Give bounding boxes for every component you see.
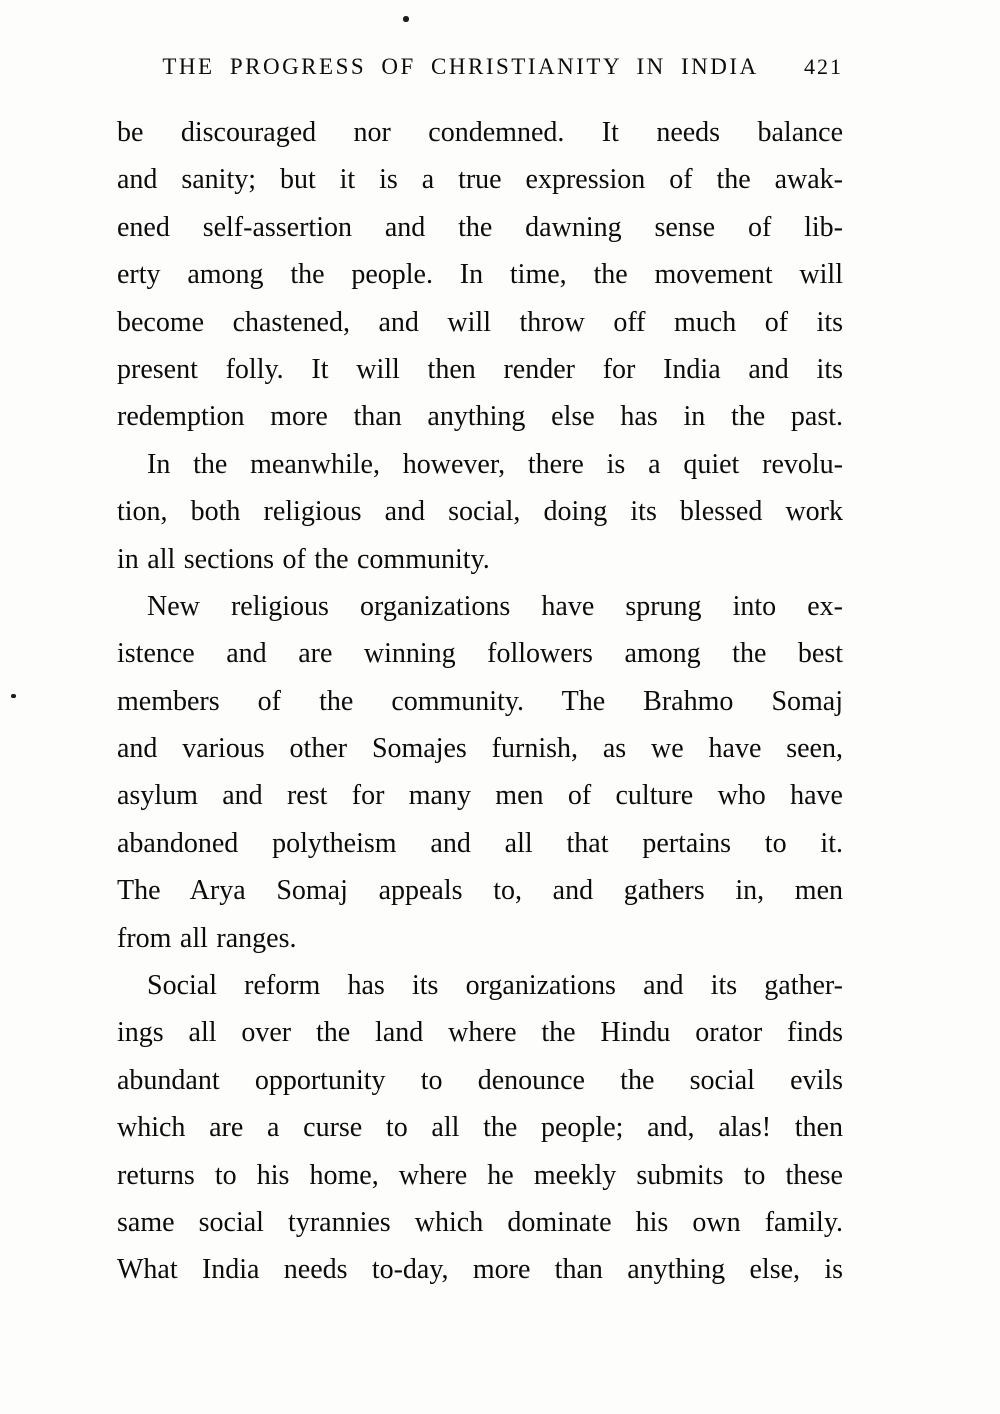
- text-line: present folly. It will then render for India and its: [117, 353, 843, 385]
- text-line: ened self-assertion and the dawning sense of lib-: [117, 211, 843, 243]
- running-title: THE PROGRESS OF CHRISTIANITY IN INDIA: [162, 54, 759, 79]
- text-line: which are a curse to all the people; and, alas! then: [117, 1112, 843, 1144]
- text-line: abundant opportunity to denounce the social evils: [117, 1064, 843, 1096]
- text-line: and sanity; but it is a true expression of the awak-: [117, 164, 843, 196]
- text-line: returns to his home, where he meekly submits to these: [117, 1159, 843, 1191]
- paragraph: [117, 962, 843, 1294]
- text-line: The Arya Somaj appeals to, and gathers in, men: [117, 875, 843, 907]
- scan-speck: [11, 694, 16, 698]
- text-line: abandoned polytheism and all that pertains to it.: [117, 827, 843, 859]
- text-line: tion, both religious and social, doing its blessed work: [117, 496, 843, 528]
- text-line: erty among the people. In time, the movement will: [117, 259, 843, 291]
- text-line: asylum and rest for many men of culture who have: [117, 780, 843, 812]
- text-line: same social tyrannies which dominate his own family.: [117, 1206, 843, 1238]
- paragraph: [117, 441, 843, 583]
- paragraph: [117, 109, 843, 441]
- page-number: 421: [804, 54, 843, 79]
- scan-speck: [403, 16, 409, 22]
- text-line: What India needs to-day, more than anything else, is: [117, 1254, 843, 1286]
- paragraph: [117, 583, 843, 962]
- text-line: in all sections of the community.: [117, 543, 490, 575]
- text-line: become chastened, and will throw off much of its: [117, 306, 843, 338]
- text-line: redemption more than anything else has in the past.: [117, 401, 843, 433]
- text-line: ings all over the land where the Hindu orator finds: [117, 1017, 843, 1049]
- text-line: members of the community. The Brahmo Somaj: [117, 685, 843, 717]
- text-line: from all ranges.: [117, 922, 297, 954]
- text-line: Social reform has its organizations and its gather-: [147, 970, 843, 1002]
- text-line: be discouraged nor condemned. It needs balance: [117, 117, 843, 148]
- text-line: istence and are winning followers among the best: [117, 638, 843, 670]
- text-line: In the meanwhile, however, there is a quiet revolu-: [147, 448, 843, 480]
- text-line: and various other Somajes furnish, as we have seen,: [117, 733, 843, 765]
- page-body: [117, 109, 843, 1294]
- text-line: New religious organizations have sprung into ex-: [147, 590, 843, 622]
- running-header: [117, 54, 843, 80]
